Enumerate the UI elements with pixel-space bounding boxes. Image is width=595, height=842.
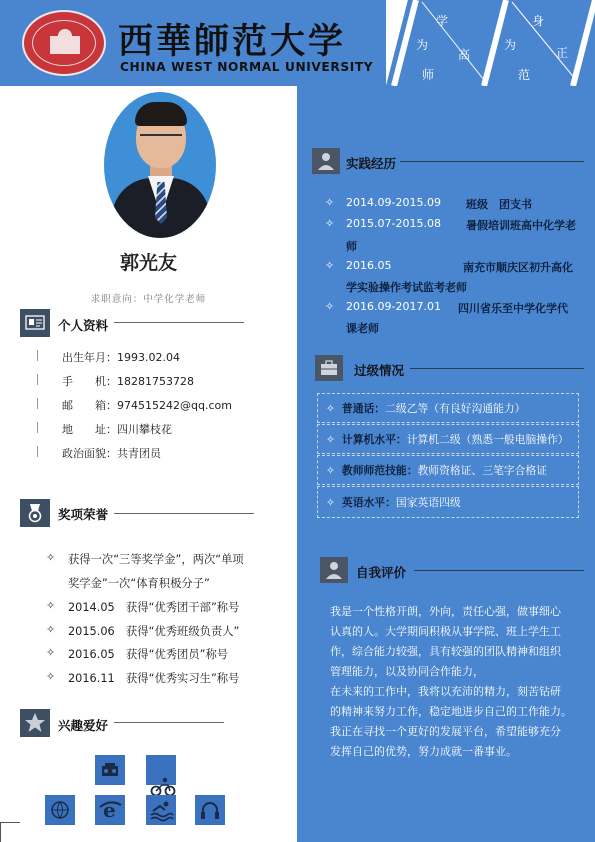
award-item: 2015.06 获得“优秀班级负责人”	[68, 625, 240, 638]
motto-char: 正	[556, 46, 569, 60]
practice-role-cont: 师	[346, 240, 357, 253]
certificate-row: ✧ 计算机水平：计算机二级（熟悉一般电脑操作）	[326, 433, 569, 446]
practice-role: 四川省乐至中学化学代	[458, 302, 568, 315]
motto-char: 范	[518, 68, 531, 82]
practice-date: 2015.07-2015.08	[346, 217, 441, 230]
practice-date: 2016.05	[346, 259, 392, 272]
self-eval-line: 认真的人。大学期间积极从事学院、班上学生工	[330, 625, 561, 638]
self-eval-line: 发挥自己的优势，努力成就一番事业。	[330, 745, 517, 758]
info-row-address	[62, 421, 172, 437]
info-row-email	[62, 397, 232, 413]
bullet-diamond: ✧	[46, 599, 56, 612]
id-card-icon	[20, 309, 50, 337]
info-value: 四川攀枝花	[117, 423, 172, 436]
star-icon	[20, 709, 50, 737]
motto-char: 高	[458, 48, 471, 62]
practice-role: 班级 团支书	[466, 198, 532, 211]
basketball-icon	[45, 795, 75, 825]
svg-text:e: e	[103, 798, 116, 822]
bullet-diamond: ✧	[325, 259, 335, 272]
certificate-label: 普通话：	[341, 402, 386, 415]
practice-title: 实践经历	[346, 156, 397, 171]
certificate-value: 计算机二级（熟悉一般电脑操作）	[406, 433, 569, 446]
motto-banner	[386, 0, 595, 86]
info-row-birth	[62, 349, 180, 365]
info-label: 手 机：	[62, 375, 117, 388]
practice-date: 2014.09-2015.09	[346, 196, 441, 209]
info-label: 地 址：	[62, 423, 117, 436]
section-divider	[114, 322, 244, 323]
info-value: 1993.02.04	[117, 351, 180, 364]
row-marker	[37, 398, 38, 409]
logo-building	[50, 36, 80, 54]
motto-char: 师	[422, 68, 435, 82]
certificates-title: 过级情况	[354, 363, 405, 378]
certificate-value: 教师资格证、三笔字合格证	[417, 464, 548, 477]
practice-role-cont: 学实验操作考试监考老师	[346, 281, 467, 294]
certificate-label: 教师师范技能：	[341, 464, 418, 477]
candidate-name: 郭光友	[119, 252, 177, 274]
row-marker	[37, 350, 38, 361]
award-item: 2014.05 获得“优秀团干部”称号	[68, 601, 240, 614]
practice-role: 暑假培训班高中化学老	[466, 219, 576, 232]
music-icon	[95, 755, 125, 785]
bullet-diamond: ✧	[46, 646, 56, 659]
person-icon	[320, 557, 348, 583]
info-value: 18281753728	[117, 375, 194, 388]
section-divider	[114, 513, 254, 514]
bullet-diamond: ✧	[46, 551, 56, 564]
headphones-icon	[195, 795, 225, 825]
bullet-diamond: ✧	[46, 623, 56, 636]
award-item: 2016.05 获得“优秀团员”称号	[68, 648, 229, 661]
self-eval-line: 的精神来努力工作，稳定地进步自己的工作能力。	[330, 705, 572, 718]
practice-role: 南充市顺庆区初升高化	[463, 261, 573, 274]
certificate-label: 计算机水平：	[341, 433, 407, 446]
section-divider	[114, 722, 224, 723]
bullet-diamond: ✧	[46, 670, 56, 683]
briefcase-icon	[315, 355, 343, 381]
personal-info-title: 个人资料	[58, 318, 109, 333]
motto-char: 为	[504, 38, 517, 52]
certificate-label: 英语水平：	[341, 496, 396, 509]
self-eval-line: 作，综合能力较强，具有较强的团队精神和组织	[330, 645, 561, 658]
practice-role-cont: 课老师	[346, 322, 379, 335]
self-eval-line: 在未来的工作中，我将以充沛的精力，刻苦钻研	[330, 685, 561, 698]
photo-glasses	[140, 134, 182, 144]
university-name-en: CHINA WEST NORMAL UNIVERSITY	[120, 60, 374, 74]
section-divider	[414, 570, 584, 571]
award-item-cont: 奖学金”一次“体育积极分子”	[68, 577, 210, 590]
certificate-row: ✧ 英语水平：国家英语四级	[326, 496, 461, 509]
photo-hair	[135, 102, 187, 126]
medal-icon	[20, 499, 50, 527]
self-eval-line: 管理能力，以及协同合作能力，	[330, 665, 484, 678]
info-label: 政治面貌：	[62, 447, 117, 460]
hobbies-title: 兴趣爱好	[58, 718, 109, 733]
university-name-cn: 西華師范大学	[118, 21, 347, 62]
self-eval-line: 我正在寻找一个更好的发展平台，希望能够充分	[330, 725, 561, 738]
practice-date: 2016.09-2017.01	[346, 300, 441, 313]
section-divider	[400, 161, 584, 162]
swimming-icon	[146, 795, 176, 825]
internet-icon	[95, 795, 125, 825]
motto-char: 学	[436, 14, 449, 28]
info-value: 974515242@qq.com	[117, 399, 232, 412]
certificate-row: ✧ 普通话：二级乙等（有良好沟通能力）	[326, 402, 526, 415]
certificate-row: ✧ 教师师范技能：教师资格证、三笔字合格证	[326, 464, 548, 477]
profile-photo	[104, 92, 216, 238]
bullet-diamond: ✧	[325, 300, 335, 313]
person-icon	[312, 148, 340, 174]
university-logo	[22, 10, 106, 76]
info-row-phone	[62, 373, 194, 389]
motto-char: 为	[416, 38, 429, 52]
row-marker	[37, 374, 38, 385]
job-target: 求职意向：中学化学老师	[90, 294, 207, 305]
self-eval-title: 自我评价	[356, 565, 407, 580]
award-item: 获得一次“三等奖学金”，两次“单项	[68, 553, 244, 566]
info-value: 共青团员	[117, 447, 161, 460]
cycling-figure-icon	[148, 777, 178, 797]
bullet-diamond: ✧	[325, 196, 335, 209]
award-item: 2016.11 获得“优秀实习生”称号	[68, 672, 240, 685]
certificate-value: 国家英语四级	[395, 496, 461, 509]
section-divider	[410, 368, 584, 369]
info-label: 邮 箱：	[62, 399, 117, 412]
page-corner-mark	[0, 822, 20, 842]
info-label: 出生年月：	[62, 351, 117, 364]
awards-title: 奖项荣誉	[58, 507, 109, 522]
self-eval-line: 我是一个性格开朗，外向，责任心强，做事细心	[330, 605, 561, 618]
self-eval-text	[330, 602, 590, 762]
header-banner	[0, 0, 595, 86]
motto-char: 身	[532, 14, 545, 28]
bullet-diamond: ✧	[325, 217, 335, 230]
info-row-politics	[62, 445, 161, 461]
row-marker	[37, 422, 38, 433]
certificate-value: 二级乙等（有良好沟通能力）	[385, 402, 526, 415]
row-marker	[37, 446, 38, 457]
